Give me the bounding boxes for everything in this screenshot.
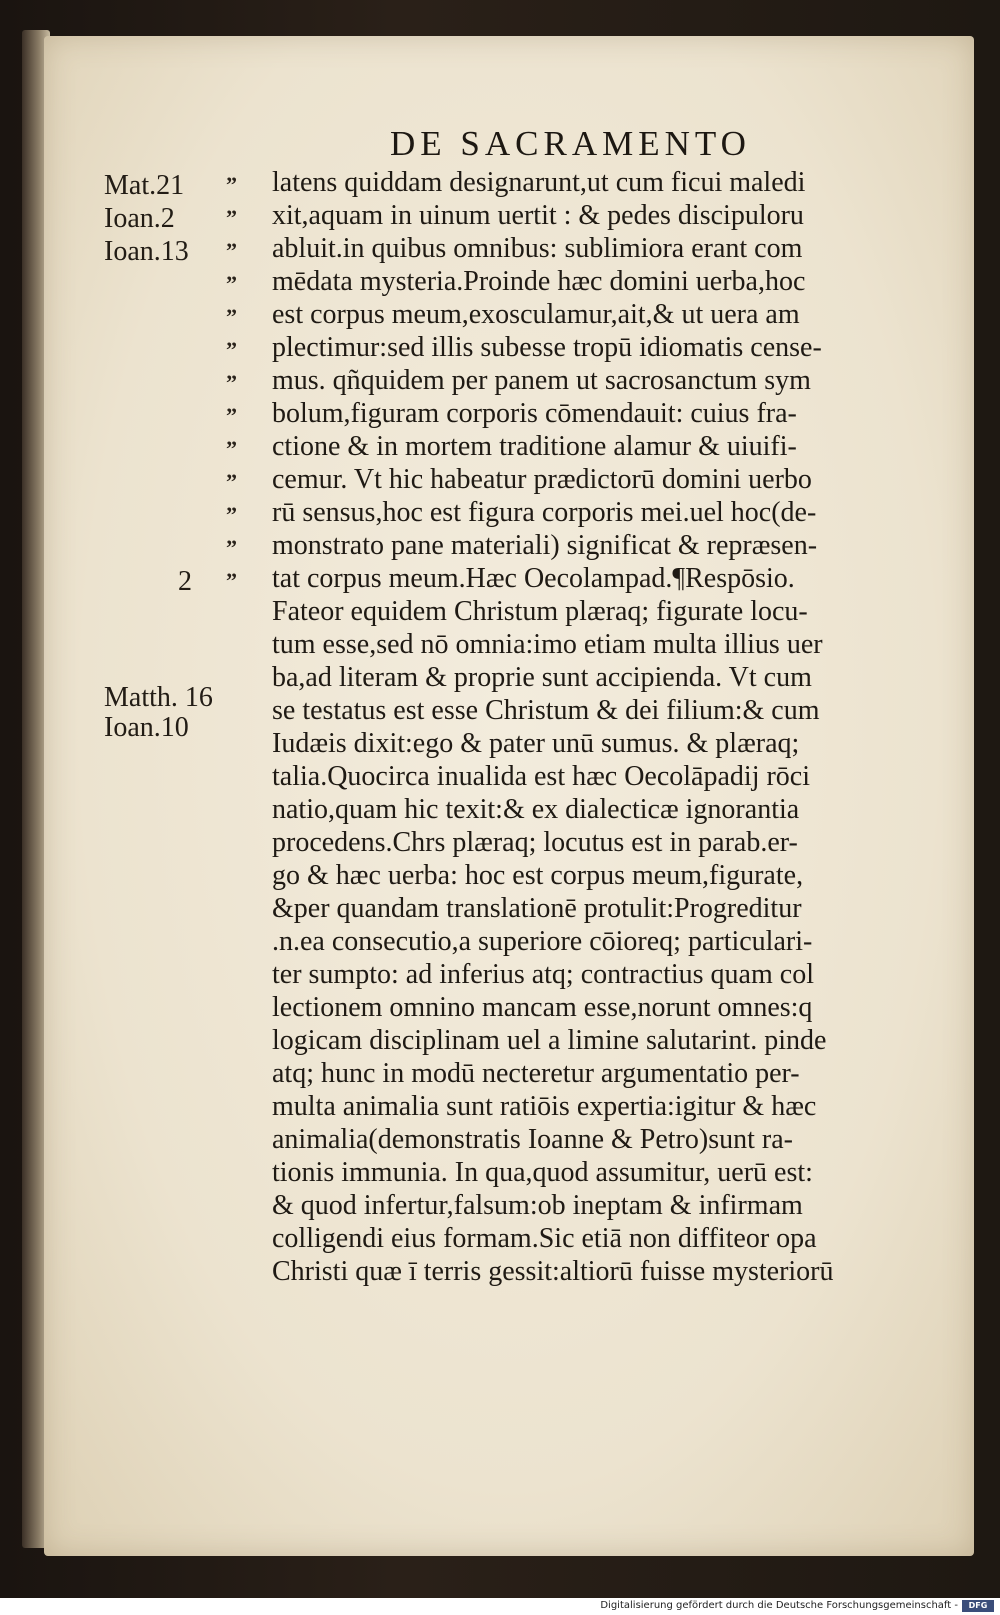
text-line: xit,aquam in uinum uertit : & pedes discipuloru (272, 200, 804, 231)
text-line: abluit.in quibus omnibus: sublimiora erant com (272, 233, 803, 264)
text-line: monstrato pane materiali) significat & repræsen- (272, 530, 818, 561)
text-line: bolum,figuram corporis cōmendauit: cuius fra- (272, 398, 797, 429)
quote-mark: ” (226, 337, 237, 362)
text-line: ter sumpto: ad inferius atq; contractius quam col (272, 959, 814, 990)
text-line: mēdata mysteria.Proinde hæc domini uerba,hoc (272, 266, 806, 297)
text-line: logicam disciplinam uel a limine salutarint. pinde (272, 1025, 827, 1056)
text-line: lectionem omnino mancam esse,norunt omnes:q (272, 992, 813, 1023)
quote-mark: ” (226, 370, 237, 395)
margin-reference: 2 (178, 566, 192, 597)
text-line: plectimur:sed illis subesse tropū idiomatis cense- (272, 332, 822, 363)
quote-mark: ” (226, 238, 237, 263)
quote-mark: ” (226, 271, 237, 296)
text-line: Fateor equidem Christum plæraq; figurate locu- (272, 596, 808, 627)
margin-reference: Ioan.13 (104, 236, 189, 267)
margin-reference: Ioan.2 (104, 203, 175, 234)
running-head: DE SACRAMENTO (390, 124, 751, 163)
funding-credit: Digitalisierung gefördert durch die Deutsche Forschungsgemeinschaft - (600, 1600, 958, 1611)
text-line: &per quandam translationē protulit:Progreditur (272, 893, 802, 924)
quote-mark: ” (226, 304, 237, 329)
text-line: cemur. Vt hic habeatur prædictorū domini uerbo (272, 464, 812, 495)
text-line: latens quiddam designarunt,ut cum ficui maledi (272, 167, 806, 198)
text-line: ctione & in mortem traditione alamur & uiuifi- (272, 431, 797, 462)
text-line: se testatus est esse Christum & dei filium:& cum (272, 695, 820, 726)
text-line: talia.Quocirca inualida est hæc Oecolāpadij rōci (272, 761, 811, 792)
margin-reference: Mat.21 (104, 170, 185, 201)
text-line: procedens.Chrs plæraq; locutus est in parab.er- (272, 827, 798, 858)
text-line: est corpus meum,exosculamur,ait,& ut uera am (272, 299, 800, 330)
text-line: colligendi eius formam.Sic etiā non diffiteor opa (272, 1223, 817, 1254)
text-line: tum esse,sed nō omnia:imo etiam multa illius uer (272, 629, 823, 660)
quote-mark: ” (226, 403, 237, 428)
text-line: & quod infertur,falsum:ob ineptam & infirmam (272, 1190, 803, 1221)
text-line: mus. qñquidem per panem ut sacrosanctum sym (272, 365, 811, 396)
text-line: multa animalia sunt ratiōis expertia:igitur & hæc (272, 1091, 817, 1122)
quote-mark: ” (226, 502, 237, 527)
quote-mark: ” (226, 172, 237, 197)
dfg-logo: DFG (962, 1600, 994, 1612)
text-line: animalia(demonstratis Ioanne & Petro)sunt ra- (272, 1124, 793, 1155)
text-line: atq; hunc in modū necteretur argumentatio per- (272, 1058, 800, 1089)
text-line: tat corpus meum.Hæc Oecolampad.¶Respōsio. (272, 563, 795, 594)
text-line: Christi quæ ī terris gessit:altiorū fuisse mysteriorū (272, 1256, 834, 1287)
text-line: tionis immunia. In qua,quod assumitur, uerū est: (272, 1157, 813, 1188)
quote-mark: ” (226, 568, 237, 593)
margin-reference: Matth. 16 (104, 682, 213, 713)
text-line: ba,ad literam & proprie sunt accipienda. Vt cum (272, 662, 812, 693)
quote-mark: ” (226, 535, 237, 560)
quote-mark: ” (226, 469, 237, 494)
text-line: rū sensus,hoc est figura corporis mei.uel hoc(de- (272, 497, 817, 528)
text-line: Iudæis dixit:ego & pater unū sumus. & plæraq; (272, 728, 800, 759)
quote-mark: ” (226, 205, 237, 230)
text-line: .n.ea consecutio,a superiore cōioreq; particulari- (272, 926, 813, 957)
margin-reference: Ioan.10 (104, 712, 189, 743)
text-line: natio,quam hic texit:& ex dialecticæ ignorantia (272, 794, 800, 825)
quote-mark: ” (226, 436, 237, 461)
text-line: go & hæc uerba: hoc est corpus meum,figurate, (272, 860, 804, 891)
